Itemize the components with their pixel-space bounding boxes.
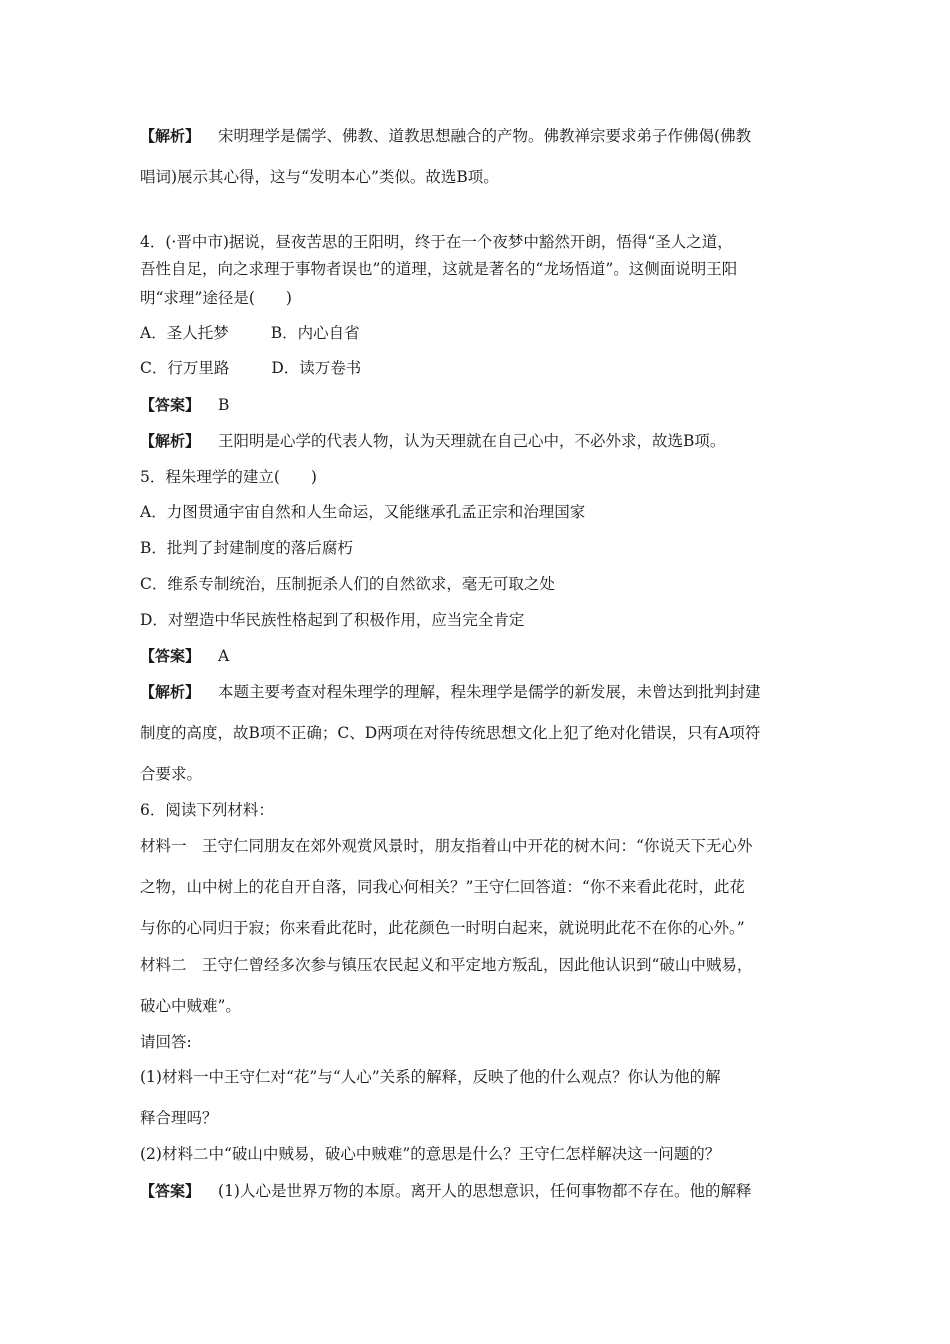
text-line: 释合理吗？: [140, 1109, 218, 1127]
text-line: 唱词)展示其心得，这与“发明本心”类似。故选B项。: [140, 168, 499, 186]
answer-text: A: [218, 647, 230, 665]
material-2-line: 材料二 王守仁曾经多次参与镇压农民起义和平定地方叛乱，因此他认识到“破山中贼易，: [140, 956, 753, 974]
answer-line: [140, 1180, 820, 1202]
material-1-line: 材料一 王守仁同朋友在郊外观赏风景时，朋友指着山中开花的树木问：“你说天下无心外: [140, 837, 753, 855]
option-b: B．内心自省: [270, 324, 360, 342]
option-c: C．行万里路: [140, 359, 230, 377]
analysis-text: 王阳明是心学的代表人物，认为天理就在自己心中，不必外求，故选B项。: [218, 432, 726, 450]
option-d: D．读万卷书: [271, 359, 362, 377]
question-6-line: 6．阅读下列材料：: [140, 801, 274, 819]
option-b: B．批判了封建制度的落后腐朽: [140, 539, 353, 557]
options-line: [140, 322, 820, 344]
answer-line: [140, 394, 820, 416]
sub-question-1-line: (1)材料一中王守仁对“花”与“人心”关系的解释，反映了他的什么观点？你认为他的解: [140, 1068, 721, 1086]
sub-question-2-line: (2)材料二中“破山中贼易，破心中贼难”的意思是什么？王守仁怎样解决这一问题的？: [140, 1145, 721, 1163]
text-line: 合要求。: [140, 765, 203, 783]
text-line: 制度的高度，故B项不正确；C、D两项在对待传统思想文化上犯了绝对化错误，只有A项符: [140, 724, 761, 742]
answer-tag: 【答案】: [140, 396, 201, 414]
text-line: 之物，山中树上的花自开自落，同我心何相关？”王守仁回答道：“你不来看此花时，此花: [140, 878, 745, 896]
analysis-tag: 【解析】: [140, 432, 201, 450]
prompt-line: 请回答:: [140, 1033, 192, 1051]
question-4-line: 4．(·晋中市)据说，昼夜苦思的王阳明，终于在一个夜梦中豁然开朗，悟得“圣人之道，: [140, 233, 733, 251]
option-c: C．维系专制统治，压制扼杀人们的自然欲求，毫无可取之处: [140, 575, 555, 593]
text-line: 与你的心同归于寂；你来看此花时，此花颜色一时明白起来，就说明此花不在你的心外。”: [140, 919, 745, 937]
analysis-line: [140, 430, 820, 452]
option-a: A．圣人托梦: [140, 324, 229, 342]
text-line: 破心中贼难”。: [140, 997, 241, 1015]
options-line: [140, 357, 820, 379]
text-line: 明“求理”途径是( ): [140, 289, 292, 307]
answer-tag: 【答案】: [140, 1182, 201, 1200]
analysis-text: 宋明理学是儒学、佛教、道教思想融合的产物。佛教禅宗要求弟子作佛偈(佛教: [218, 127, 752, 145]
option-d: D．对塑造中华民族性格起到了积极作用，应当完全肯定: [140, 611, 525, 629]
analysis-line: [140, 125, 820, 147]
answer-tag: 【答案】: [140, 647, 201, 665]
text-line: 吾性自足，向之求理于事物者误也”的道理，这就是著名的“龙场悟道”。这侧面说明王阳: [140, 260, 738, 278]
answer-text: B: [218, 396, 230, 414]
answer-line: [140, 645, 820, 667]
option-a: A．力图贯通宇宙自然和人生命运，又能继承孔孟正宗和治理国家: [140, 503, 586, 521]
question-5-line: 5．程朱理学的建立( ): [140, 468, 317, 486]
analysis-line: [140, 681, 820, 703]
analysis-text: 本题主要考查对程朱理学的理解，程朱理学是儒学的新发展，未曾达到批判封建: [218, 683, 761, 701]
answer-text: (1)人心是世界万物的本原。离开人的思想意识，任何事物都不存在。他的解释: [218, 1182, 752, 1200]
analysis-tag: 【解析】: [140, 127, 201, 145]
analysis-tag: 【解析】: [140, 683, 201, 701]
